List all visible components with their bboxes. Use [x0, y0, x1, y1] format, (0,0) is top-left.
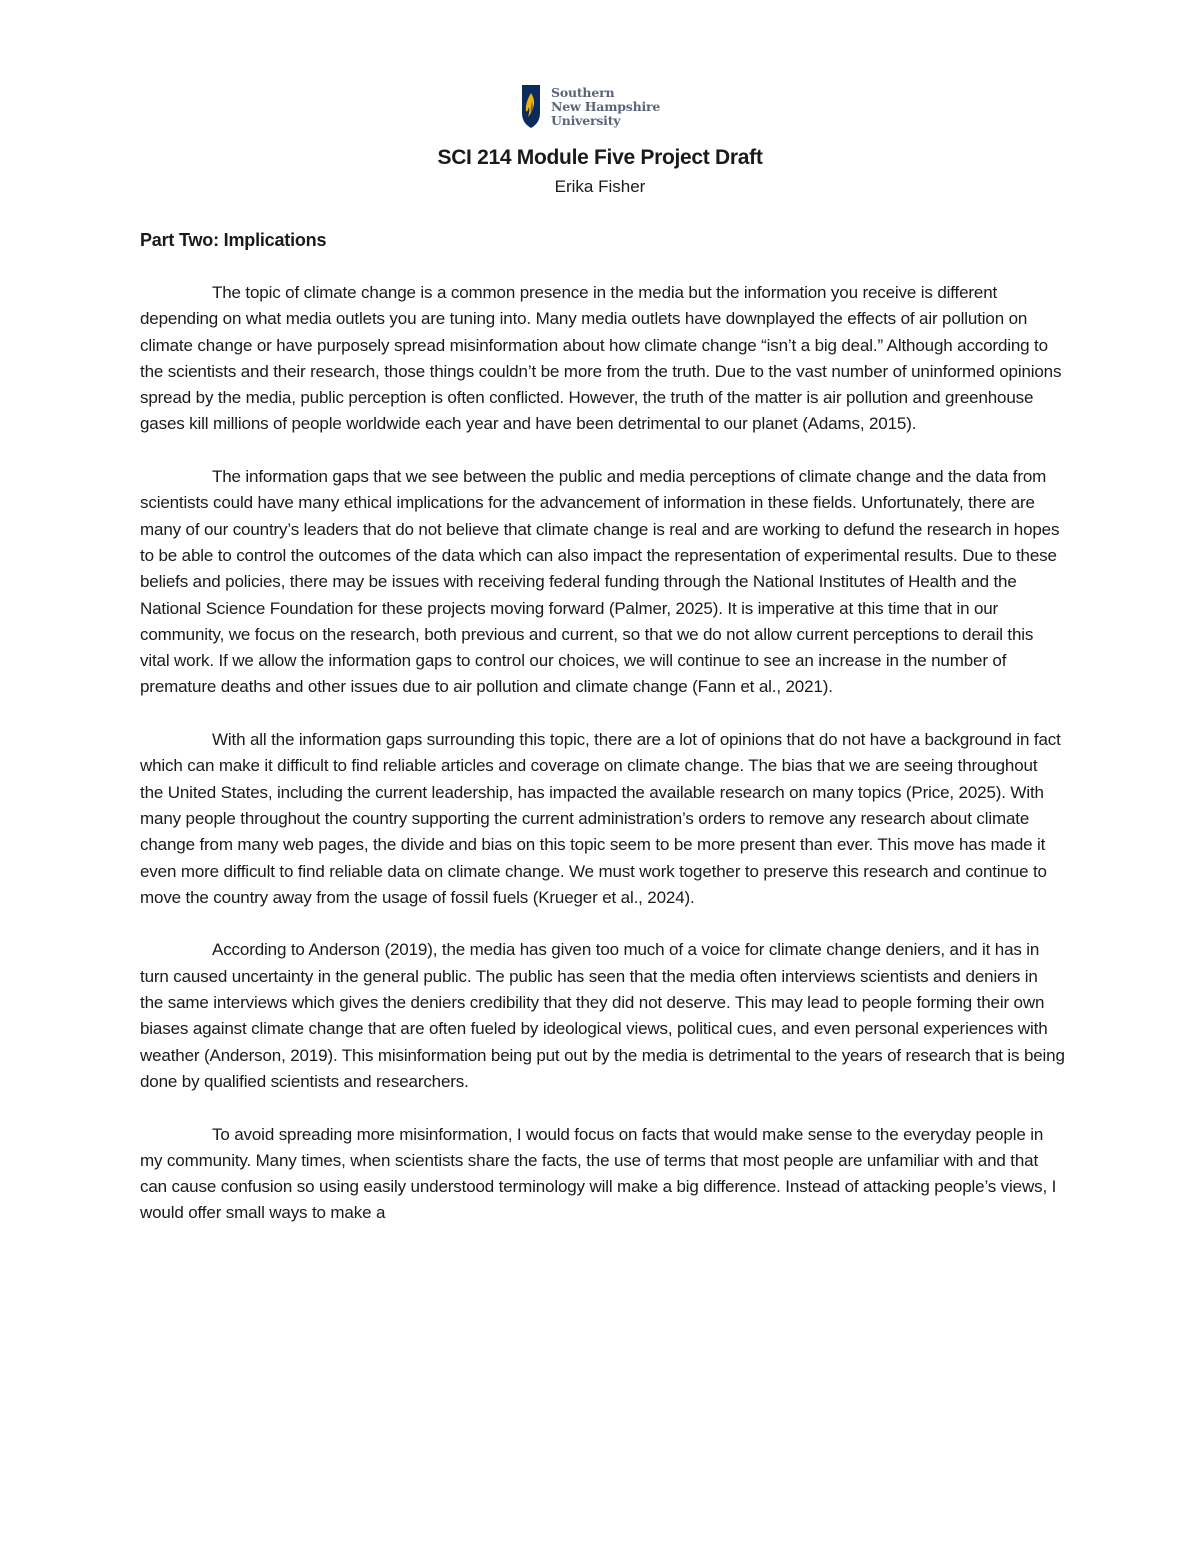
university-logo — [521, 83, 691, 135]
logo-line-1: Southern — [551, 85, 615, 100]
document-body — [140, 280, 1065, 1253]
paragraph-3: With all the information gaps surrounding this topic, there are a lot of opinions that do not have a background in fact which can make it difficult to find reliable articles and coverage on climate change. The bias that we are seeing throughout the United States, including the current leadership, has impacted the available research on many topics (Price, 2025). With many people throughout the country supporting the current administration’s orders to remove any research about climate change from many web pages, the divide and bias on this topic seem to be more present than ever. This move has made it even more difficult to find reliable data on climate change. We must work together to preserve this research and continue to move the country away from the usage of fossil fuels (Krueger et al., 2024). — [140, 730, 1061, 907]
paragraph-4: According to Anderson (2019), the media has given too much of a voice for climate change deniers, and it has in turn caused uncertainty in the general public. The public has seen that the media often interviews scientists and deniers in the same interviews which gives the deniers credibility that they did not deserve. This may lead to people forming their own biases against climate change that are often fueled by ideological views, political cues, and even personal experiences with weather (Anderson, 2019). This misinformation being put out by the media is detrimental to the years of research that is being done by qualified scientists and researchers. — [140, 940, 1065, 1091]
logo-wordmark — [551, 86, 660, 128]
shield-flame-icon — [521, 83, 541, 129]
paragraph-1: The topic of climate change is a common presence in the media but the information you receive is different depending on what media outlets you are tuning into. Many media outlets have downplayed the effects of air pollution on climate change or have purposely spread misinformation about how climate change “isn’t a big deal.” Although according to the scientists and their research, those things couldn’t be more from the truth. Due to the vast number of uninformed opinions spread by the media, public perception is often conflicted. However, the truth of the matter is air pollution and greenhouse gases kill millions of people worldwide each year and have been detrimental to our planet (Adams, 2015). — [140, 283, 1062, 434]
author-name: Erika Fisher — [554, 177, 646, 196]
paragraph-5: To avoid spreading more misinformation, I would focus on facts that would make sense to the everyday people in my community. Many times, when scientists share the facts, the use of terms that most people are unfamiliar with and that can cause confusion so using easily understood terminology will make a big difference. Instead of attacking people’s views, I would offer small ways to make a — [140, 1124, 1057, 1223]
logo-line-2: New Hampshire — [551, 99, 661, 114]
section-heading: Part Two: Implications — [140, 230, 327, 250]
document-title: SCI 214 Module Five Project Draft — [437, 146, 763, 169]
paragraph-2: The information gaps that we see between the public and media perceptions of climate change and the data from scientists could have many ethical implications for the advancement of information in these fields. Unfortunately, there are many of our country’s leaders that do not believe that climate change is real and are working to defund the research in hopes to be able to control the outcomes of the data which can also impact the representation of experimental results. Due to these beliefs and policies, there may be issues with receiving federal funding through the National Institutes of Health and the National Science Foundation for these projects moving forward (Palmer, 2025). It is imperative at this time that in our community, we focus on the research, both previous and current, so that we do not allow current perceptions to derail this vital work. If we allow the information gaps to control our choices, we will continue to see an increase in the number of premature deaths and other issues due to air pollution and climate change (Fann et al., 2021). — [140, 467, 1060, 697]
logo-line-3: University — [551, 113, 621, 128]
